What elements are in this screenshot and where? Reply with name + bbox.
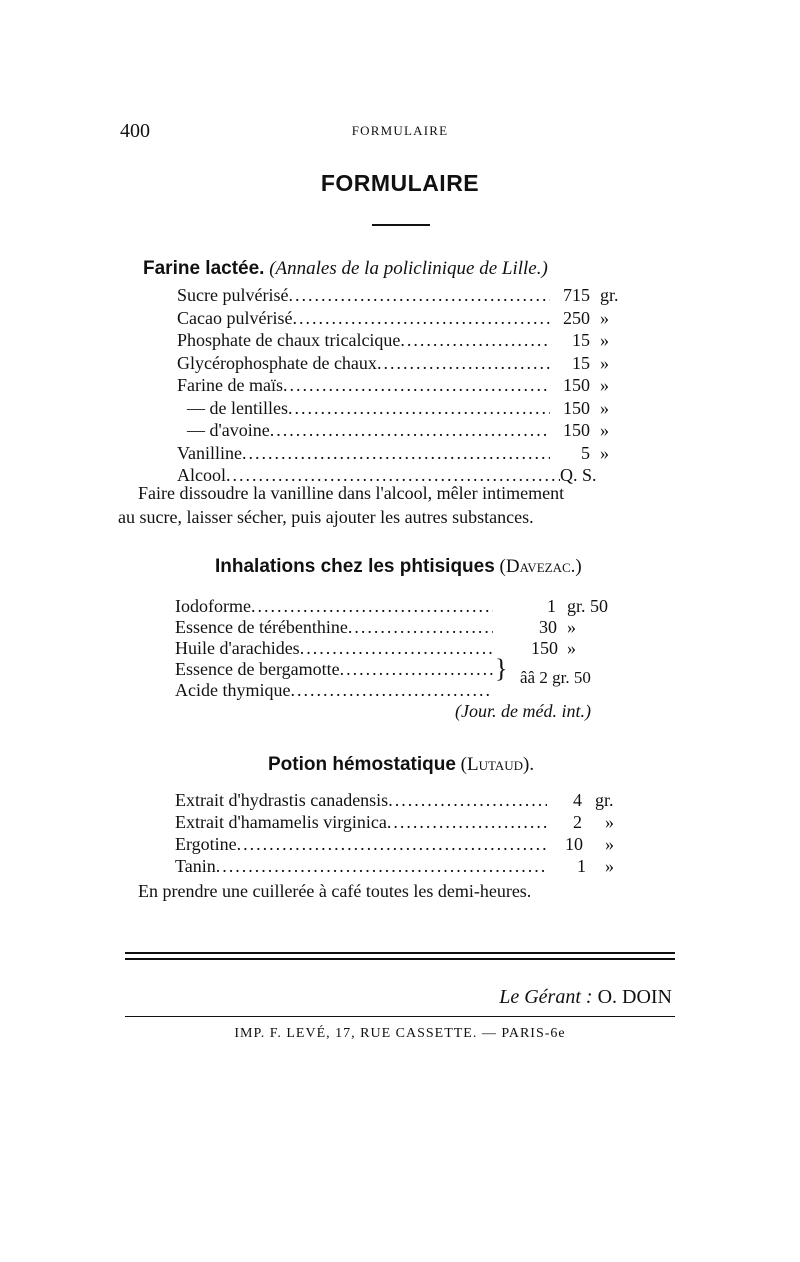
section-title: Farine lactée. — [143, 258, 265, 279]
section-heading-potion — [268, 754, 534, 776]
imprint-rule — [125, 1016, 675, 1017]
list-item — [175, 638, 635, 659]
list-item — [175, 812, 635, 834]
quantity: Q. S. — [560, 465, 597, 485]
quantity: 715 — [563, 285, 590, 305]
brace-symbol: } — [495, 654, 508, 683]
unit: gr. 50 — [567, 596, 609, 616]
gerant-signature — [499, 986, 672, 1009]
leader-dots — [387, 812, 547, 833]
footer-rule-bottom — [125, 958, 675, 960]
section-source: (Jour. de méd. int.) — [455, 701, 591, 721]
ingredient: Huile d'arachides — [175, 638, 300, 658]
list-item — [175, 834, 635, 856]
recipe-list-potion — [175, 790, 635, 878]
ingredient: Glycérophosphate de chaux — [177, 352, 377, 373]
leader-dots — [283, 375, 550, 396]
instruction-line: au sucre, laisser sécher, puis ajouter les autres substances. — [118, 507, 534, 527]
title-divider — [372, 224, 430, 226]
leader-dots — [288, 398, 550, 419]
ingredient: Alcool — [177, 465, 226, 485]
quantity: 1 — [547, 596, 556, 616]
printer-imprint: IMP. F. LEVÉ, 17, RUE CASSETTE. — PARIS-6e — [234, 1026, 566, 1041]
ingredient-line — [175, 596, 493, 617]
section-author: (Davezac.) — [499, 556, 582, 577]
list-item — [175, 617, 635, 638]
leader-dots — [288, 285, 550, 306]
list-item — [175, 596, 635, 617]
unit: » — [567, 617, 576, 637]
quantity: 15 — [572, 330, 590, 350]
unit: » — [567, 638, 576, 658]
unit: » — [600, 420, 609, 440]
unit: » — [600, 307, 609, 328]
quantity: 150 — [531, 638, 558, 658]
unit: » — [600, 375, 609, 395]
ingredient: Ergotine — [175, 834, 237, 854]
leader-dots — [377, 353, 550, 374]
quantity: 1 — [577, 856, 586, 876]
quantity: 150 — [563, 420, 590, 440]
leader-dots — [348, 617, 493, 638]
leader-dots — [388, 790, 547, 811]
list-item — [177, 330, 630, 353]
quantity: 10 — [565, 834, 583, 854]
unit: » — [605, 856, 614, 876]
ingredient-line — [175, 856, 547, 877]
gerant-name: O. DOIN — [597, 986, 672, 1008]
unit: » — [600, 442, 609, 463]
running-title: FORMULAIRE — [351, 123, 449, 138]
leader-dots — [300, 638, 493, 659]
quantity: 4 — [573, 790, 582, 810]
section-source: (Annales de la policlinique de Lille.) — [269, 258, 548, 279]
recipe-rows-inhalations — [175, 596, 635, 701]
leader-dots — [237, 834, 547, 855]
unit: » — [600, 352, 609, 373]
leader-dots — [292, 308, 550, 329]
quantity: 2 — [573, 812, 582, 832]
ingredient: Tanin — [175, 856, 216, 876]
ingredient: Farine de maïs — [177, 375, 283, 395]
ingredient-line — [175, 638, 493, 659]
list-item — [177, 308, 630, 331]
ingredient: Acide thymique — [175, 680, 291, 700]
quantity: 15 — [572, 352, 590, 373]
section-title: Potion hémostatique — [268, 754, 456, 775]
ingredient: Essence de bergamotte — [175, 659, 340, 679]
ingredient: Vanilline — [177, 442, 242, 463]
ingredient-line — [175, 834, 547, 855]
unit: » — [605, 812, 614, 832]
quantity: 250 — [563, 307, 590, 328]
unit: » — [600, 397, 609, 418]
ingredient-line — [175, 790, 547, 811]
ingredient: — d'avoine — [187, 420, 270, 440]
list-item — [175, 856, 635, 878]
list-item — [177, 398, 630, 421]
section-author: (Lutaud). — [460, 754, 535, 775]
list-item — [177, 353, 630, 376]
combined-quantity: ââ 2 gr. 50 — [520, 668, 591, 687]
ingredient: Iodoforme — [175, 596, 251, 616]
ingredient: Phosphate de chaux tricalcique — [177, 330, 401, 350]
ingredient: Extrait d'hamamelis virginica — [175, 812, 387, 832]
leader-dots — [290, 680, 493, 701]
section-heading-inhalations — [215, 556, 582, 578]
ingredient: Essence de térébenthine — [175, 617, 348, 637]
ingredient-line — [175, 680, 493, 701]
leader-dots — [242, 443, 550, 464]
list-item — [177, 443, 630, 466]
list-item — [175, 790, 635, 812]
page-number: 400 — [120, 120, 150, 142]
ingredient: Extrait d'hydrastis canadensis — [175, 790, 389, 810]
quantity: 150 — [563, 375, 590, 395]
leader-dots — [251, 596, 493, 617]
instruction-line: Faire dissoudre la vanilline dans l'alcool, mêler intimement — [138, 483, 565, 503]
ingredient-line — [175, 812, 547, 833]
gerant-label: Le Gérant : — [499, 986, 593, 1008]
list-item — [177, 285, 630, 308]
leader-dots — [270, 420, 550, 441]
quantity: 30 — [539, 617, 557, 637]
quantity: 5 — [581, 442, 590, 463]
recipe-list-farine — [177, 285, 630, 488]
unit: gr. — [600, 285, 619, 305]
section-heading-farine-lactee — [143, 258, 548, 280]
quantity: 150 — [563, 397, 590, 418]
ingredient-line — [175, 659, 493, 680]
ingredient: Cacao pulvérisé — [177, 307, 293, 328]
ingredient-line — [175, 617, 493, 638]
unit: gr. — [595, 790, 614, 810]
unit: » — [600, 330, 609, 350]
page-title: FORMULAIRE — [320, 170, 480, 196]
unit: » — [605, 834, 614, 854]
list-item — [177, 375, 630, 398]
footer-rule-top — [125, 952, 675, 954]
leader-dots — [216, 856, 547, 877]
ingredient: — de lentilles — [187, 397, 288, 418]
leader-dots — [400, 330, 550, 351]
leader-dots — [340, 659, 493, 680]
ingredient: Sucre pulvérisé — [177, 285, 289, 305]
instruction-line: En prendre une cuillerée à café toutes les demi-heures. — [138, 881, 532, 901]
list-item — [177, 420, 630, 443]
section-title: Inhalations chez les phtisiques — [215, 556, 495, 577]
